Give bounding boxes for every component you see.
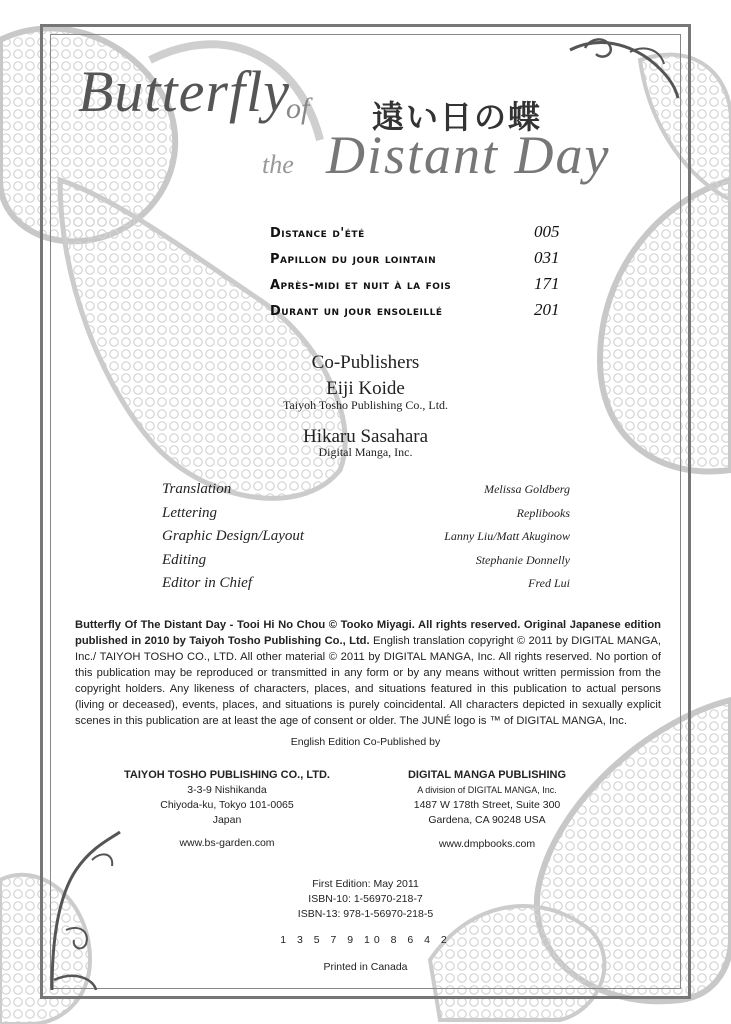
publisher-address-line: A division of DIGITAL MANGA, Inc. (417, 785, 557, 795)
toc-title: Distance d'été (270, 226, 365, 241)
credit-row (162, 528, 570, 552)
toc-title: Durant un jour ensoleillé (270, 304, 443, 319)
credit-row (162, 552, 570, 576)
credit-name: Fred Lui (528, 576, 570, 590)
title-butterfly: Butterfly (78, 59, 290, 124)
isbn-13: ISBN-13: 978-1-56970-218-5 (297, 908, 434, 920)
credit-row (162, 575, 570, 599)
publisher-url-left[interactable]: www.bs-garden.com (179, 837, 275, 849)
credit-role: Editing (162, 551, 207, 568)
copublisher-name: Hikaru Sasahara (302, 426, 429, 447)
toc-item (270, 248, 590, 274)
title-distant-day: Distant Day (326, 125, 611, 185)
publisher-left (112, 768, 342, 828)
printed-in: Printed in Canada (323, 961, 408, 973)
credit-row (162, 481, 570, 505)
copyright-notice-body: English translation copyright © 2011 by DIGITAL MANGA, Inc./ TAIYOH TOSHO CO., LTD. All other material © 2011 by DIGITAL MANGA, Inc. All rights reserved. No portion of this publication may be reproduced or transmitted in any form or by any means without written permission from the copyright holders. Any likeness of characters, places, and situations featured in this publication to actual persons (living or deceased), events, places, and situations is purely coincidental. All characters depicted in sexually explicit scenes in this publication are at least the age of consent or older. The JUNÉ logo is ™ of DIGITAL MANGA, Inc. (75, 635, 661, 727)
toc-item (270, 274, 590, 300)
credit-row (162, 505, 570, 529)
publisher-address-line: 3-3-9 Nishikanda (187, 784, 267, 796)
publisher-right (372, 768, 602, 828)
credit-role: Lettering (162, 504, 217, 521)
publisher-address-line: Japan (212, 814, 242, 826)
publisher-address-line: 1487 W 178th Street, Suite 300 (413, 799, 561, 811)
toc-page: 201 (534, 300, 560, 319)
credit-name: Replibooks (516, 505, 570, 520)
title-japanese: 遠い日の蝶 (372, 98, 543, 136)
flourish-top-right-icon (560, 30, 685, 100)
credit-name: Stephanie Donnelly (475, 552, 570, 567)
credit-name: Lanny Liu/Matt Akuginow (444, 529, 570, 543)
toc-title: Papillon du jour lointain (270, 252, 437, 267)
table-of-contents (270, 222, 590, 326)
toc-page: 171 (534, 274, 560, 293)
title-of: of (286, 92, 310, 125)
toc-page: 005 (534, 222, 560, 241)
print-numbers: 1 3 5 7 9 10 8 6 4 2 (280, 934, 451, 946)
toc-page: 031 (534, 248, 560, 267)
first-edition: First Edition: May 2011 (312, 878, 419, 890)
coedition-heading: English Edition Co-Published by (290, 736, 441, 748)
credits-list (162, 481, 570, 599)
publisher-name: DIGITAL MANGA PUBLISHING (407, 769, 567, 781)
credit-role: Graphic Design/Layout (162, 528, 305, 544)
toc-item (270, 300, 590, 326)
credit-role: Editor in Chief (162, 575, 252, 591)
copublishers-heading: Co-Publishers (311, 352, 420, 373)
copublisher-company: Digital Manga, Inc. (318, 445, 413, 459)
copublisher-name: Eiji Koide (326, 378, 405, 399)
credit-role: Translation (162, 481, 232, 497)
copublisher-company: Taiyoh Tosho Publishing Co., Ltd. (282, 398, 449, 412)
publisher-address-line: Chiyoda-ku, Tokyo 101-0065 (160, 799, 294, 811)
credit-name: Melissa Goldberg (484, 482, 570, 496)
copyright-notice-bold: Butterfly Of The Distant Day - Tooi Hi No Chou © Tooko Miyagi. All rights reserved. Original Japanese edition published in 2010 by Taiyoh Tosho Publishing Co., Ltd. (75, 619, 661, 647)
copyright-notice (75, 617, 661, 729)
title-the: the (262, 150, 294, 179)
toc-item (270, 222, 590, 248)
edition-info (0, 877, 731, 922)
toc-title: Après-midi et nuit à la fois (270, 278, 452, 293)
publisher-url-right[interactable]: www.dmpbooks.com (438, 838, 536, 850)
publisher-name: TAIYOH TOSHO PUBLISHING CO., LTD. (124, 769, 330, 781)
isbn-10: ISBN-10: 1-56970-218-7 (308, 893, 423, 905)
publisher-address-line: Gardena, CA 90248 USA (428, 814, 546, 826)
